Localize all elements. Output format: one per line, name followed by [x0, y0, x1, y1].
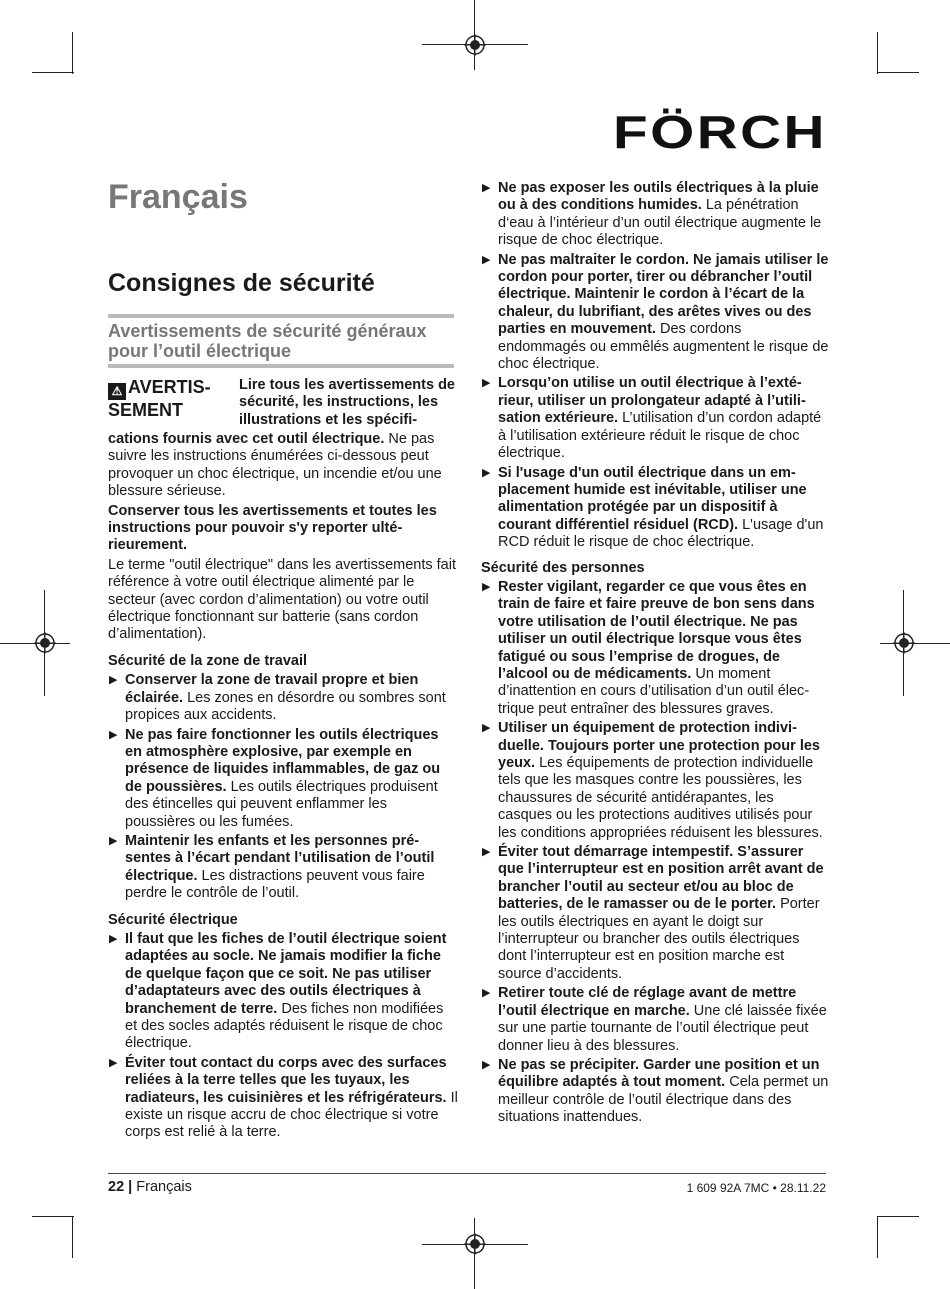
keep-instructions: Conserver tous les avertissements et toutes les instructions pour pouvoir s'y reporter ultérieurement.	[108, 502, 437, 554]
electrical-list	[108, 931, 458, 1142]
warning-intro: Lire tous les avertissements de sécurité, les instructions, les illustrations et les spécifi-	[239, 377, 455, 428]
list-item	[108, 833, 458, 903]
page-number: 22	[108, 1179, 125, 1195]
divider	[108, 364, 454, 368]
footer-separator: |	[128, 1179, 133, 1195]
list-item	[481, 465, 831, 552]
list-item-text: Porter les outils électriques en ayant le doigt sur l’interrupteur ou brancher des outils électriques dont l’interrupteur est en position marche est source d’accidents.	[498, 896, 820, 982]
list-item	[481, 844, 831, 983]
list-item	[481, 252, 831, 374]
work-area-list	[108, 672, 458, 902]
personal-list	[481, 579, 831, 1127]
bullet-arrow-icon: ▶	[482, 182, 491, 194]
list-item-bold: Conserver la zone de travail propre et bien éclairée.	[125, 672, 419, 706]
list-item-bold: Utiliser un équipement de protection individuelle. Toujours porter une protection pour les yeux.	[498, 720, 820, 771]
list-item-text: Les zones en désordre ou sombres sont propices aux accidents.	[125, 689, 446, 724]
divider	[108, 314, 454, 318]
list-item-bold: Si l'usage d'un outil électrique dans un emplacement humide est inévitable, utiliser une alimentation protégée par un dispositif à courant différentiel résiduel (RCD).	[498, 464, 807, 533]
list-item-text: Une clé laissée fixée sur une partie tournante de l’outil électrique peut donner lieu à des blessures.	[498, 1002, 827, 1054]
list-item-bold: Ne pas se précipiter. Garder une position et un équilibre adaptés à tout moment.	[498, 1056, 820, 1091]
list-item-bold: Rester vigilant, regarder ce que vous êtes en train de faire et faire preuve de bon sens dans votre utilisation de l’outil électrique. Ne pas utiliser un outil électrique lorsque vous êtes fatigué ou sous l’emprise de drogues, de l’alcool ou de médicaments.	[498, 578, 815, 682]
list-item	[108, 727, 458, 831]
list-item	[481, 720, 831, 842]
electrical-heading: Sécurité électrique	[108, 911, 238, 928]
registration-target-icon	[893, 632, 915, 654]
left-column	[108, 377, 458, 1142]
bullet-arrow-icon: ▶	[109, 834, 118, 847]
section-title: Consignes de sécurité	[108, 269, 375, 297]
forch-logo	[612, 106, 828, 152]
list-item-text: Les outils électriques produisent des étincelles qui peuvent enflammer les poussières ou les fumées.	[125, 778, 438, 830]
crop-mark	[877, 32, 878, 74]
crop-mark	[880, 643, 950, 644]
footer-divider	[108, 1173, 826, 1174]
warning-label-text: AVERTIS- SEMENT	[108, 377, 211, 420]
list-item-text: Des fiches non modifiées et des socles adaptés réduisent le risque de choc électrique.	[125, 1000, 444, 1052]
personal-heading: Sécurité des personnes	[481, 559, 645, 576]
document-code: 1 609 92A 7MC • 28.11.22	[686, 1181, 826, 1195]
list-item-bold: Éviter tout démarrage intempestif. S’assurer que l’interrupteur est en position arrêt avant de brancher l’outil au secteur et/ou au bloc de batteries, de le ramasser ou de le porter.	[498, 844, 824, 913]
warning-triangle-icon: ⚠	[108, 383, 126, 400]
list-item-bold: Retirer toute clé de réglage avant de mettre l’outil électrique en marche.	[498, 985, 797, 1019]
warning-label	[108, 377, 236, 420]
registration-target-icon	[34, 632, 56, 654]
list-item-text: Les distractions peuvent vous faire perdre le contrôle de l’outil.	[125, 867, 425, 902]
bullet-arrow-icon: ▶	[482, 1058, 491, 1071]
bullet-arrow-icon: ▶	[482, 987, 491, 1000]
list-item-bold: Ne pas faire fonctionner les outils électriques en atmosphère explosive, par exemple en présence de liquides inflammables, de gaz ou de poussières.	[125, 726, 441, 795]
list-item-text: Des cordons endommagés ou emmêlés augmentent le risque de choc électrique.	[498, 321, 829, 373]
footer-left	[108, 1179, 192, 1195]
crop-mark	[32, 1216, 74, 1217]
subsection-title: Avertissements de sécurité généraux pour l’outil électrique	[108, 321, 427, 361]
list-item-bold: Éviter tout contact du corps avec des surfaces reliées à la terre telles que les tuyaux, les radiateurs, les cuisinières et les réfrigérateurs.	[125, 1054, 447, 1106]
bullet-arrow-icon: ▶	[109, 932, 118, 945]
registration-target-icon	[464, 1233, 486, 1255]
list-item-text: L’utilisation d’un cordon adapté à l’utilisation extérieure réduit le risque de choc électrique.	[498, 410, 822, 462]
list-item	[481, 375, 831, 462]
list-item	[108, 1055, 458, 1142]
list-item-text: L'usage d'un RCD réduit le risque de choc électrique.	[498, 516, 824, 551]
crop-mark	[32, 72, 74, 73]
bullet-arrow-icon: ▶	[109, 728, 118, 741]
list-item	[108, 931, 458, 1053]
list-item-text: La pénétration d‘eau à l’intérieur d’un outil électrique augmente le risque de choc électrique.	[498, 197, 822, 249]
list-item	[481, 985, 831, 1055]
term-paragraph: Le terme "outil électrique" dans les avertissements fait référence à votre outil électrique alimenté par le secteur (avec cordon d’alimentation) ou votre outil électrique fonctionnant sur batterie (sans cordon d’alimentation).	[108, 556, 456, 643]
bullet-arrow-icon: ▶	[482, 466, 491, 479]
page-language-title: Français	[108, 178, 248, 216]
crop-mark	[72, 32, 73, 74]
list-item-text: Cela permet un meilleur contrôle de l’outil électrique dans des situations inattendues.	[498, 1074, 829, 1126]
list-item	[481, 579, 831, 718]
list-item	[481, 1057, 831, 1127]
list-item-bold: Lorsqu’on utilise un outil électrique à l’extérieur, utiliser un prolongateur adapté à l’utilisation extérieure.	[498, 375, 806, 427]
warning-continuation-text: Ne pas suivre les instructions énumérées ci-dessous peut provoquer un choc électrique, un incendie et/ou une blessure sérieuse.	[108, 431, 442, 500]
crop-mark	[877, 72, 919, 73]
list-item-bold: Maintenir les enfants et les personnes présentes à l’écart pendant l’utilisation de l’outil électrique.	[125, 832, 435, 884]
bullet-arrow-icon: ▶	[109, 674, 118, 687]
registration-target-icon	[464, 34, 486, 56]
list-item-bold: Ne pas exposer les outils électriques à la pluie ou à des conditions humides.	[498, 180, 819, 214]
bullet-arrow-icon: ▶	[482, 580, 491, 593]
bullet-arrow-icon: ▶	[482, 377, 491, 390]
bullet-arrow-icon: ▶	[482, 253, 491, 266]
right-column	[481, 180, 831, 1127]
list-item-text: Les équipements de protection individuelle tels que les masques contre les poussières, les chaussures de sécurité antidérapantes, les casques ou les protections auditives utilisés pour les conditions appropriées réduisent les blessures.	[498, 755, 823, 841]
work-area-heading: Sécurité de la zone de travail	[108, 652, 308, 669]
bullet-arrow-icon: ▶	[109, 1056, 118, 1069]
electrical-list-continued	[481, 180, 831, 552]
bullet-arrow-icon: ▶	[482, 846, 491, 859]
list-item-bold: Il faut que les fiches de l’outil électrique soient adaptées au socle. Ne jamais modifier la fiche de quelque façon que ce soit. Ne pas utiliser d’adaptateurs avec des outils électriques à branchement de terre.	[125, 930, 447, 1017]
warning-block	[108, 377, 458, 431]
list-item	[108, 672, 458, 724]
list-item	[481, 180, 831, 250]
list-item-bold: Ne pas maltraiter le cordon. Ne jamais utiliser le cordon pour porter, tirer ou débrancher l’outil électrique. Maintenir le cordon à l’écart de la chaleur, du lubrifiant, des arêtes vives ou des parties en mouvement.	[498, 251, 829, 338]
list-item-text: Il existe un risque accru de choc électrique si votre corps est relié à la terre.	[125, 1089, 458, 1141]
warning-continuation-bold: cations fournis avec cet outil électrique.	[108, 431, 385, 447]
footer-language: Français	[136, 1179, 192, 1195]
crop-mark	[877, 1216, 878, 1258]
bullet-arrow-icon: ▶	[482, 722, 491, 735]
crop-mark	[877, 1216, 919, 1217]
brand-logo-text: FÖRCH	[613, 106, 827, 152]
crop-mark	[72, 1216, 73, 1258]
list-item-text: Un moment d’inattention en cours d’utilisation d’un outil électrique peut entraîner des blessures graves.	[498, 665, 810, 717]
warning-continuation	[108, 431, 458, 501]
